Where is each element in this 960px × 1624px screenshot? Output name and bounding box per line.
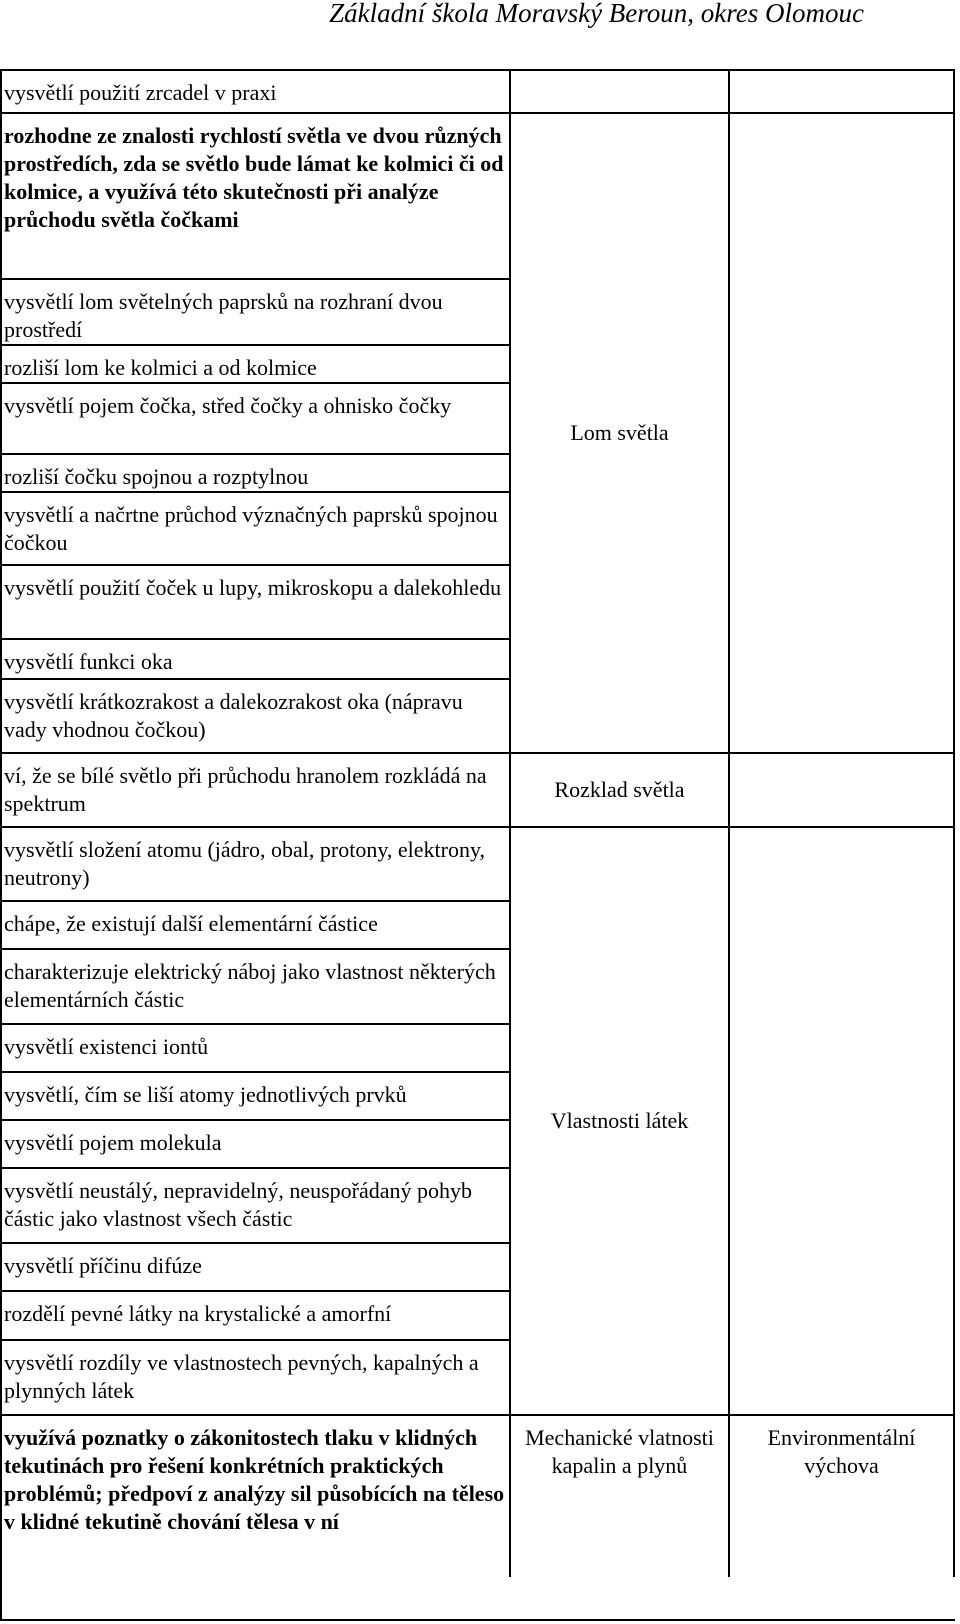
outcomes-table bbox=[0, 69, 955, 1621]
outcome-cell: využívá poznatky o zákonitostech tlaku v klidných tekutinách pro řešení konkrétních praktických problémů; předpoví z analýzy sil působících na těleso v klidné tekutině chování tělesa v ní bbox=[0, 1416, 511, 1577]
topic-label: Vlastnosti látek bbox=[550, 1108, 689, 1133]
theme-cell-empty bbox=[730, 71, 955, 114]
topic-cell-vlastnosti bbox=[511, 828, 730, 1416]
outcome-cell: vysvětlí použití zrcadel v praxi bbox=[0, 71, 511, 114]
outcome-cell: rozliší čočku spojnou a rozptylnou bbox=[0, 455, 511, 493]
outcome-cell: vysvětlí použití čoček u lupy, mikroskopu a dalekohledu bbox=[0, 566, 511, 640]
theme-cell-empty bbox=[730, 754, 955, 828]
outcome-cell: vysvětlí neustálý, nepravidelný, neuspořádaný pohyb částic jako vlastnost všech částic bbox=[0, 1169, 511, 1244]
topic-cell-lom bbox=[511, 114, 730, 754]
outcome-cell: vysvětlí pojem čočka, střed čočky a ohnisko čočky bbox=[0, 384, 511, 455]
outcome-cell: rozdělí pevné látky na krystalické a amorfní bbox=[0, 1292, 511, 1341]
topic-label: Rozklad světla bbox=[554, 777, 685, 802]
outcome-cell: charakterizuje elektrický náboj jako vlastnost některých elementárních částic bbox=[0, 950, 511, 1025]
outcome-cell: vysvětlí funkci oka bbox=[0, 640, 511, 680]
outcome-cell: vysvětlí složení atomu (jádro, obal, protony, elektrony, neutrony) bbox=[0, 828, 511, 902]
topic-label: Mechanické vlatnosti kapalin a plynů bbox=[525, 1425, 714, 1478]
outcome-cell: vysvětlí rozdíly ve vlastnostech pevných, kapalných a plynných látek bbox=[0, 1341, 511, 1416]
topic-cell-rozklad bbox=[511, 754, 730, 828]
outcome-cell: vysvětlí lom světelných paprsků na rozhraní dvou prostředí bbox=[0, 280, 511, 346]
topic-label: Lom světla bbox=[570, 420, 669, 445]
outcome-cell: rozliší lom ke kolmici a od kolmice bbox=[0, 346, 511, 384]
outcome-cell: chápe, že existují další elementární částice bbox=[0, 902, 511, 950]
outcome-cell: vysvětlí příčinu difúze bbox=[0, 1244, 511, 1292]
topic-cell-empty bbox=[511, 71, 730, 114]
outcome-cell: vysvětlí a načrtne průchod význačných paprsků spojnou čočkou bbox=[0, 493, 511, 566]
outcome-cell: vysvětlí, čím se liší atomy jednotlivých prvků bbox=[0, 1073, 511, 1121]
outcome-cell: vysvětlí existenci iontů bbox=[0, 1025, 511, 1073]
topic-cell-mechanicke bbox=[511, 1416, 730, 1577]
theme-cell-empty bbox=[730, 114, 955, 754]
page-header: Základní škola Moravský Beroun, okres Olomouc bbox=[329, 0, 864, 28]
outcome-cell: ví, že se bílé světlo při průchodu hranolem rozkládá na spektrum bbox=[0, 754, 511, 828]
outcome-cell: vysvětlí pojem molekula bbox=[0, 1121, 511, 1169]
outcome-cell: vysvětlí krátkozrakost a dalekozrakost oka (nápravu vady vhodnou čočkou) bbox=[0, 680, 511, 754]
table-left-border bbox=[0, 69, 2, 1621]
outcome-cell: rozhodne ze znalosti rychlostí světla ve dvou různých prostředích, zda se světlo bude lámat ke kolmici či od kolmice, a využívá této skutečnosti při analýze průchodu světla čočkami bbox=[0, 114, 511, 280]
theme-cell-env bbox=[730, 1416, 955, 1577]
theme-cell-empty bbox=[730, 828, 955, 1416]
theme-label: Environmentální výchova bbox=[767, 1425, 916, 1478]
